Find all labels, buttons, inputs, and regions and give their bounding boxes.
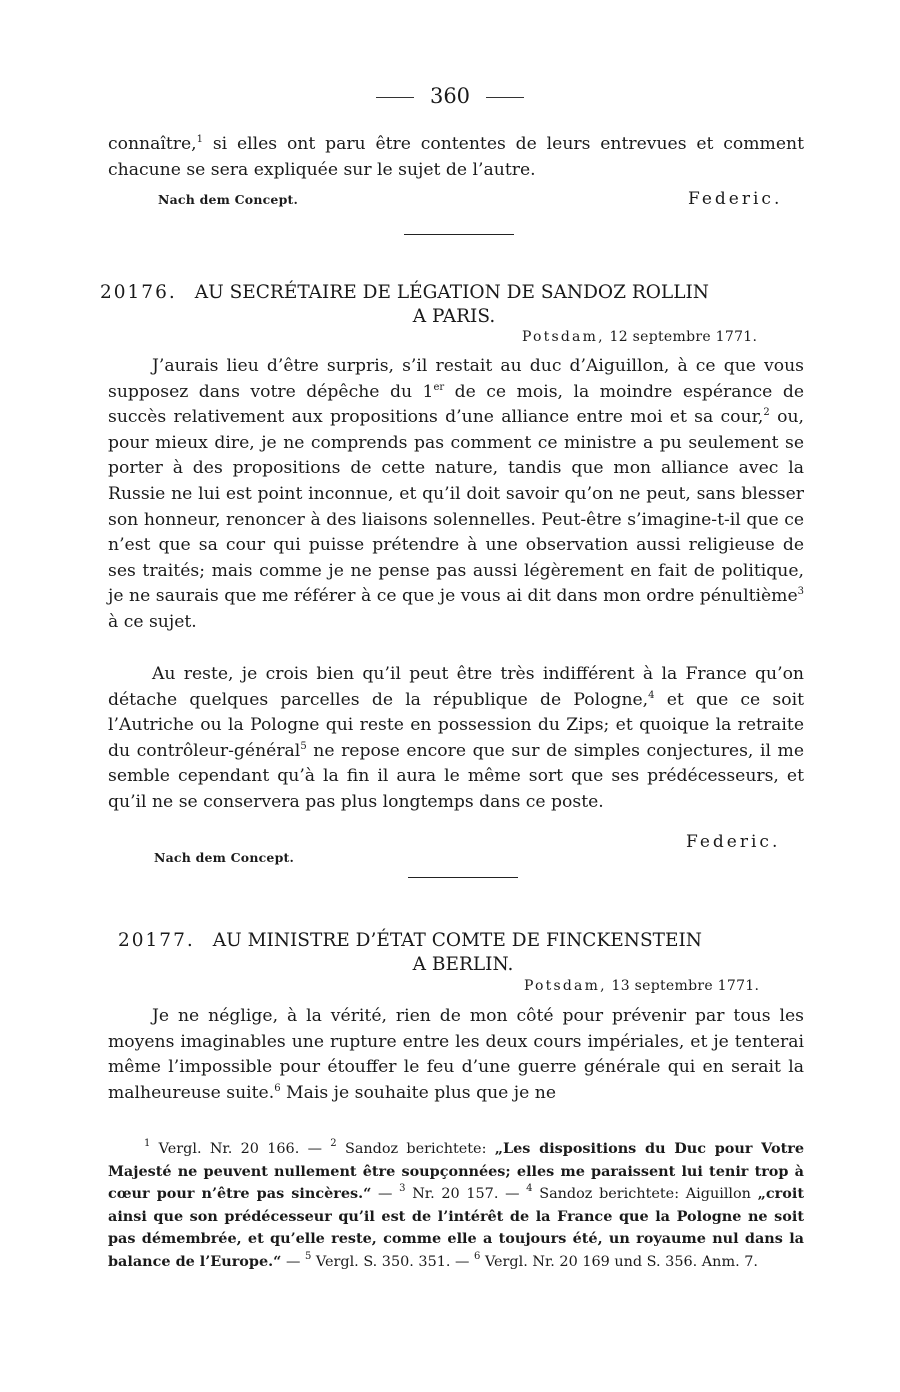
footnote-ref: 1 <box>196 134 203 145</box>
signature: Federic. <box>688 189 783 209</box>
signature: Federic. <box>686 832 781 852</box>
header-dash-left <box>376 97 414 98</box>
letter-heading <box>118 929 808 977</box>
letter-destination: A PARIS. <box>412 306 496 327</box>
letter-paragraph: Je ne néglige, à la vérité, rien de mon côté pour prévenir par tous les moyens imaginables une rupture entre les deux cours impériales, et je tenterai même l’impossible pour étouffer le feu d’une guerre générale qui en serait la malheureuse suite.$^6$ Mais je souhaite plus que je ne <box>108 1006 804 1103</box>
letter-number: 20177. <box>118 930 195 951</box>
footnote-ref: 2 <box>763 407 770 419</box>
header-dash-right <box>486 97 524 98</box>
footnote-ref: 3 <box>797 586 804 598</box>
footnote-ref: 4 <box>648 689 655 701</box>
letter-paragraph: J’aurais lieu d’être surpris, s’il restait au duc d’Aiguillon, à ce que vous supposez dans votre dépêche du 1er de ce mois, la moindre espérance de succès relativement aux propositions d’une alliance entre moi et sa cour,$^2$ ou, pour mieux dire, je ne comprends pas comment ce ministre a pu seulement se porter à des propositions de cette nature, tandis que mon alliance avec la Russie ne lui est point inconnue, et qu’il doit savoir qu’on ne peut, sans blesser son honneur, renoncer à des liaisons solennelles. Peut-être s’imagine-t-il que ce n’est que sa cour qui puisse prétendre à une observation aussi religieuse de ses traités; mais comme je ne pense pas aussi légèrement en fait de politique, je ne saurais que me référer à ce que je vous ai dit dans mon ordre pénultième$^3$ à ce sujet. <box>108 356 804 632</box>
letter-heading <box>100 281 808 329</box>
letter-recipient: AU MINISTRE D’ÉTAT COMTE DE FINCKENSTEIN <box>212 930 702 951</box>
dateline-date: 12 septembre 1771. <box>609 329 758 345</box>
dateline-date: 13 septembre 1771. <box>611 978 760 994</box>
section-divider <box>408 877 518 878</box>
footnote-ref: 6 <box>274 1082 281 1094</box>
continuation-paragraph: connaître,$^1$ si elles ont paru être contentes de leurs entrevues et comment chacune se sera expliquée sur le sujet de l’autre. <box>108 134 804 180</box>
dateline-place: Potsdam, <box>522 329 605 345</box>
page-number: 360 <box>429 84 471 108</box>
dateline <box>522 329 757 345</box>
footnotes: $^1$ Vergl. Nr. 20 166. — $^2$ Sandoz berichtete: „Les dispositions du Duc pour Votre Majesté ne peuvent nullement être soupçonnées; elles me paraissent lui tenir trop à cœur pour n’être pas sincères.“ — $^3$ Nr. 20 157. — $^4$ Sandoz berichtete: Aiguillon „croit ainsi que son prédécesseur qu’il est de l’intérêt de la France que la Pologne ne soit pas démembrée, et qu’elle reste, comme elle a toujours été, un royaume nul dans la balance de l’Europe.“ — $^5$ Vergl. S. 350. 351. — $^6$ Vergl. Nr. 20 169 und S. 356. Anm. 7. <box>108 1138 804 1270</box>
footnote-ref: 5 <box>300 740 307 752</box>
letter-destination: A BERLIN. <box>412 954 514 975</box>
dateline <box>524 978 759 994</box>
dateline-place: Potsdam, <box>524 978 607 994</box>
letter-recipient: AU SECRÉTAIRE DE LÉGATION DE SANDOZ ROLLIN <box>194 282 709 303</box>
letter-paragraph: Au reste, je crois bien qu’il peut être très indifférent à la France qu’on détache quelques parcelles de la république de Pologne,$^4$ et que ce soit l’Autriche ou la Pologne qui reste en possession du Zips; et quoique la retraite du contrôleur-général$^5$ ne repose encore que sur de simples conjectures, il me semble cependant qu’à la fin il aura le même sort que ses prédécesseurs, et qu’il ne se conservera pas plus longtemps dans ce poste. <box>108 664 804 812</box>
page-header <box>0 84 900 108</box>
section-divider <box>404 234 514 235</box>
concept-note: Nach dem Concept. <box>154 850 295 865</box>
letter-number: 20176. <box>100 282 177 303</box>
concept-note: Nach dem Concept. <box>158 192 299 207</box>
